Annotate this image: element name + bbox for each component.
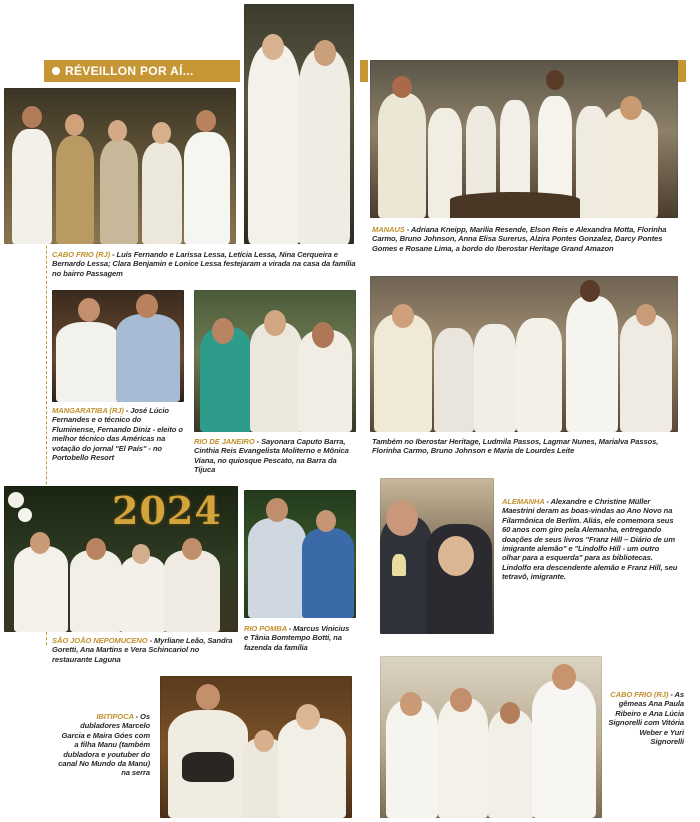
section-title: RÉVEILLON POR AÍ...	[65, 64, 194, 78]
photo-two-women-white	[244, 4, 354, 244]
photo-rio-de-janeiro	[194, 290, 356, 432]
balloon-2024: 2024	[112, 488, 222, 533]
caption-mangaratiba: MANGARATIBA (RJ) - José Lúcio Fernandes e o técnico do Fluminense, Fernando Diniz - eleito o melhor técnico das Américas na votação do jornal "El País" - no Portobello Resort	[52, 406, 183, 463]
caption-sao-joao-nepomuceno: SÃO JOÃO NEPOMUCENO - Myrliane Leão, Sandra Goretti, Ana Martins e Vera Schincariol no restaurante Laguna	[52, 636, 233, 664]
caption-cabo-frio-1: CABO FRIO (RJ) - Luís Fernando e Larissa Lessa, Letícia Lessa, Nina Cerqueira e Bernardo Lessa; Clara Benjamin e Lonice Lessa festejaram a virada na casa da família no bairro Passagem	[52, 250, 356, 278]
photo-sao-joao-nepomuceno	[4, 486, 238, 632]
caption-rio-pomba: RIO POMBA - Marcus Vinicius e Tânia Bomtempo Botti, na fazenda da família	[244, 624, 350, 652]
photo-alemanha	[380, 478, 494, 634]
photo-ibitipoca	[160, 676, 352, 818]
caption-iberostar: Também no Iberostar Heritage, Ludmila Passos, Lagmar Nunes, Marialva Passos, Florinha Carmo, Bruno Johnson e Maria de Lourdes Leite	[372, 437, 659, 456]
gold-accent-bar	[678, 60, 686, 82]
photo-manaus-group	[370, 60, 678, 218]
caption-manaus: MANAUS - Adriana Kneipp, Marilia Resende, Elson Reis e Alexandra Motta, Florinha Carmo, Bruno Johnson, Anna Elisa Surerus, Alzira Pontes Gonzalez, Darcy Pontes Gomes e Rosane Lima, a bordo do Iberostar Heritage Grand Amazon	[372, 225, 667, 253]
photo-rio-pomba	[244, 490, 356, 618]
caption-rio-de-janeiro: RIO DE JANEIRO - Sayonara Caputo Barra, Cinthia Reis Evangelista Moliterno e Mônica Viana, no quiosque Pescato, na Barra da Tijuca	[194, 437, 349, 475]
bullet-icon	[52, 67, 60, 75]
caption-cabo-frio-2: CABO FRIO (RJ) - As gêmeas Ana Paula Ribeiro e Ana Lúcia Signorelli com Vitória Weber e Yuri Signorelli	[608, 690, 684, 747]
section-banner	[44, 60, 240, 82]
photo-cabo-frio-family	[4, 88, 236, 244]
caption-ibitipoca: IBITIPOCA - Os dubladores Marcelo Garcia e Maira Góes com a filha Manu (também dubladora e youtuber do canal No Mundo da Manu) na serra	[58, 712, 150, 778]
photo-cabo-frio-twins	[380, 656, 602, 818]
photo-mangaratiba	[52, 290, 184, 402]
caption-alemanha: ALEMANHA - Alexandre e Christine Müller Maestrini deram as boas-vindas ao Ano Novo na Filarmônica de Berlim. Aliás, ele comemora seus 60 anos com giro pela Alemanha, entregando doações de seus livros "Franz Hill – Diário de um imigrante alemão" e "Lindolfo Hill - um outro olhar para a esquerda" para as bibliotecas. Lindolfo era descendente alemão e Franz Hill, seu tetravô, imigrante.	[502, 497, 678, 582]
gold-accent-bar	[360, 60, 368, 82]
photo-iberostar-group	[370, 276, 678, 432]
